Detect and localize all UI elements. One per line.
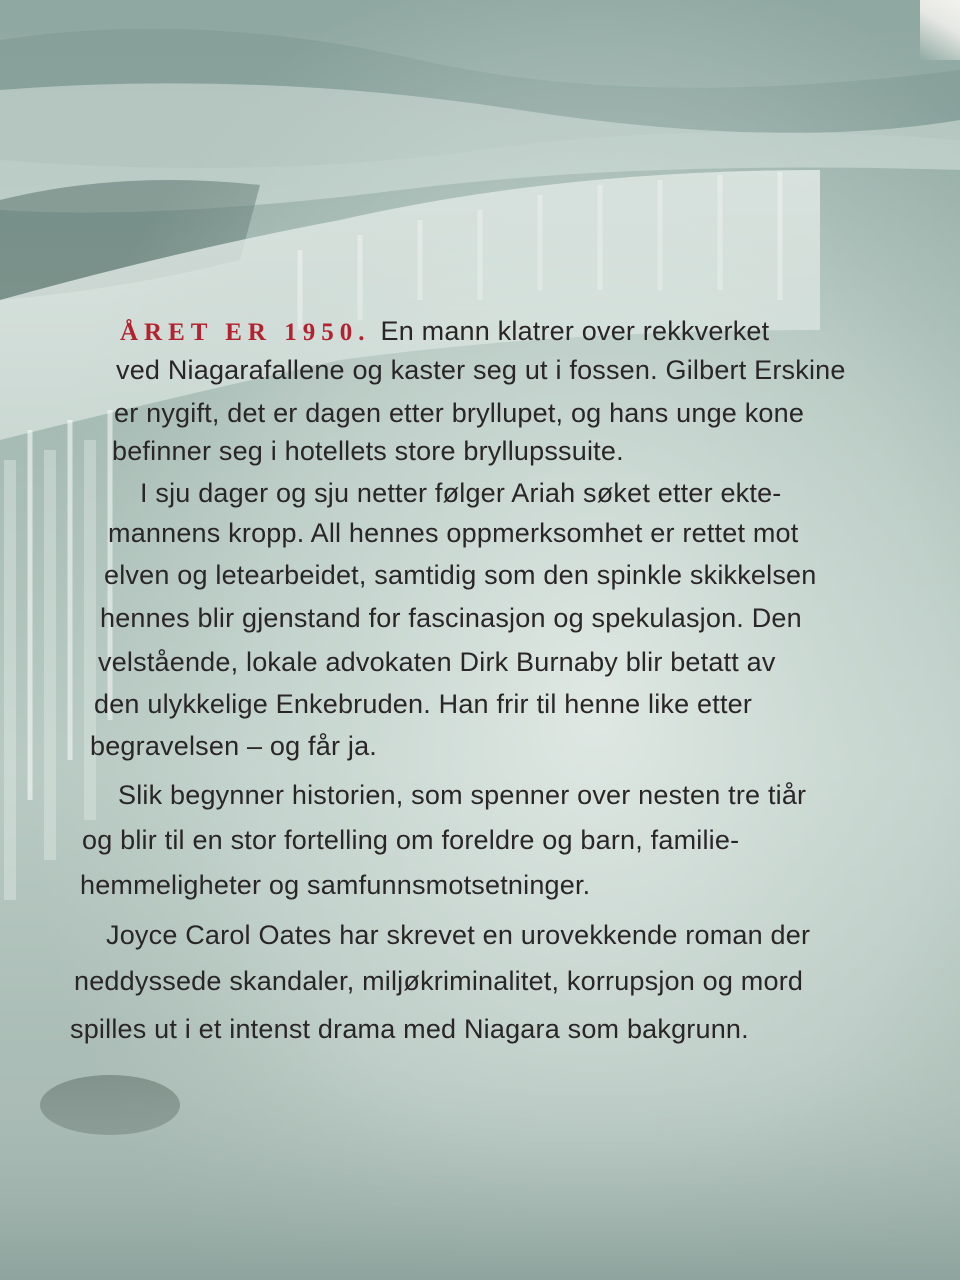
text-line: Slik begynner historien, som spenner over nesten tre tiår [118,780,807,810]
text-line: og blir til en stor fortelling om foreldre og barn, familie- [82,825,740,855]
text-line: befinner seg i hotellets store bryllupssuite. [112,436,624,466]
text-line: ÅRET ER 1950. En mann klatrer over rekkverket [120,316,770,346]
text-line: I sju dager og sju netter følger Ariah søket etter ekte- [140,478,782,508]
text-line: Joyce Carol Oates har skrevet en urovekkende roman der [106,920,811,950]
text-line: ved Niagarafallene og kaster seg ut i fossen. Gilbert Erskine [116,355,846,385]
text-line: er nygift, det er dagen etter bryllupet, og hans unge kone [114,398,805,428]
lead-in: ÅRET ER 1950. [120,319,371,346]
text-line: elven og letearbeidet, samtidig som den spinkle skikkelsen [104,560,817,590]
text-line: hemmeligheter og samfunnsmotsetninger. [80,870,591,900]
text-line: mannens kropp. All hennes oppmerksomhet er rettet mot [108,518,799,548]
text-line: hennes blir gjenstand for fascinasjon og spekulasjon. Den [100,603,802,633]
text-line: den ulykkelige Enkebruden. Han frir til henne like etter [94,689,753,719]
text-line: spilles ut i et intenst drama med Niagara som bakgrunn. [70,1014,749,1044]
text-line: velstående, lokale advokaten Dirk Burnaby blir betatt av [98,647,776,677]
text-line: neddyssede skandaler, miljøkriminalitet, korrupsjon og mord [74,966,804,996]
text-line: begravelsen – og får ja. [90,731,377,761]
